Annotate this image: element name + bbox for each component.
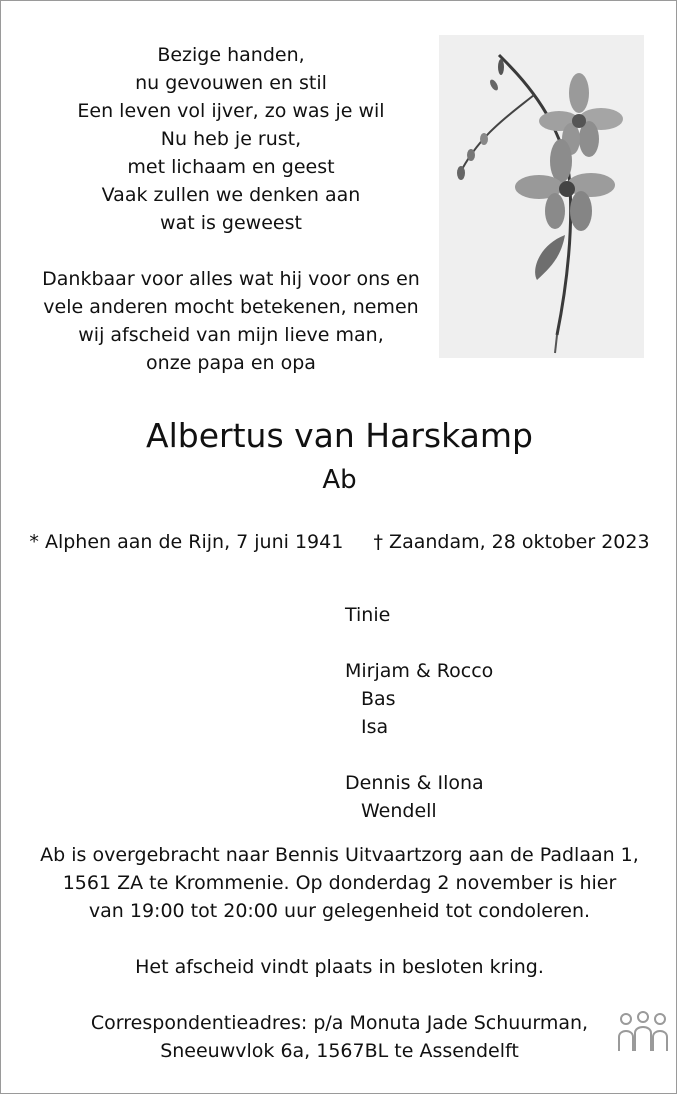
poem-line: wat is geweest	[160, 212, 302, 234]
people-group-icon	[617, 1011, 669, 1053]
family-member: Bas	[361, 688, 396, 710]
dedication-line: wij afscheid van mijn lieve man,	[78, 324, 384, 346]
viewing-info-line: Ab is overgebracht naar Bennis Uitvaartzorg aan de Padlaan 1,	[40, 844, 639, 866]
poem-line: Een leven vol ijver, zo was je wil	[77, 100, 385, 122]
viewing-info-line: van 19:00 tot 20:00 uur gelegenheid tot condoleren.	[88, 900, 591, 922]
family-member: Dennis & Ilona	[345, 772, 484, 794]
deceased-name: Albertus van Harskamp	[146, 416, 533, 455]
family-list	[345, 601, 665, 825]
dedication-line: onze papa en opa	[146, 352, 316, 374]
funeral-notice	[1, 841, 677, 1065]
poem-line: Bezige handen,	[157, 44, 305, 66]
family-member: Tinie	[345, 604, 391, 626]
poem	[21, 41, 441, 377]
family-member: Wendell	[361, 800, 437, 822]
family-member: Mirjam & Rocco	[345, 660, 494, 682]
poem-line: nu gevouwen en stil	[135, 72, 327, 94]
poem-line: Vaak zullen we denken aan	[101, 184, 361, 206]
viewing-info-line: 1561 ZA te Krommenie. Op donderdag 2 november is hier	[62, 872, 617, 894]
poem-line: Nu heb je rust,	[160, 128, 302, 150]
orchid-illustration	[439, 35, 644, 358]
correspondence-address-line: Sneeuwvlok 6a, 1567BL te Assendelft	[160, 1040, 519, 1062]
dedication-line: Dankbaar voor alles wat hij voor ons en	[42, 268, 420, 290]
dedication-line: vele anderen mocht betekenen, nemen	[43, 296, 419, 318]
poem-line: met lichaam en geest	[127, 156, 335, 178]
deceased-nickname: Ab	[322, 465, 357, 495]
birth-death-dates: * Alphen aan de Rijn, 7 juni 1941 † Zaandam, 28 oktober 2023	[29, 531, 650, 553]
farewell-info: Het afscheid vindt plaats in besloten kring.	[135, 956, 544, 978]
family-member: Isa	[361, 716, 389, 738]
correspondence-address-line: Correspondentieadres: p/a Monuta Jade Schuurman,	[90, 1012, 589, 1034]
